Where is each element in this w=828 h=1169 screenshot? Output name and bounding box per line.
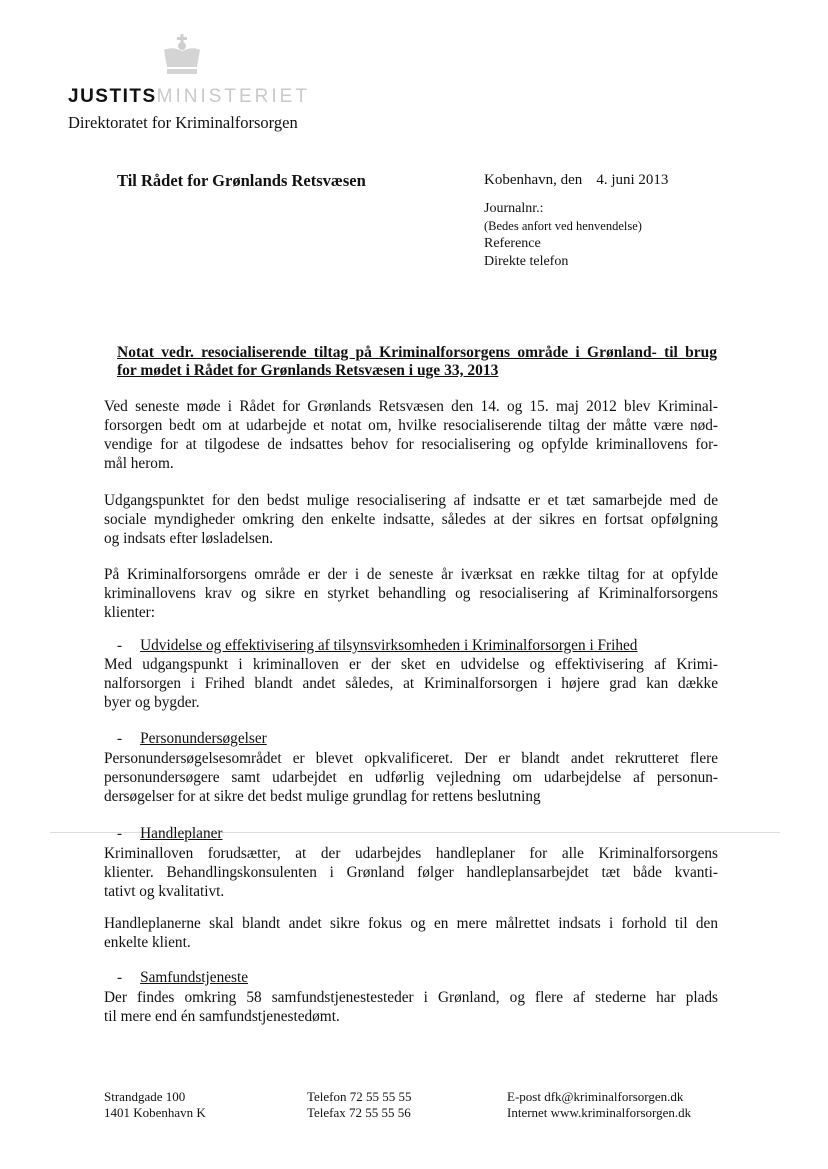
footer-address — [104, 1089, 206, 1121]
heading-text: Udvidelse og effektivisering af tilsynsvirksomheden i Kriminalforsorgen i Frihed — [140, 637, 638, 654]
text-line: klienter: — [104, 604, 155, 621]
address-line: 1401 Kobenhavn K — [104, 1105, 206, 1120]
bullet-body — [104, 655, 718, 712]
date: 4. juni 2013 — [596, 172, 669, 188]
title-line: Notat vedr. resocialiserende tiltag på Kriminalforsorgens område i Grønland- til brug — [117, 344, 717, 361]
date-line — [484, 172, 668, 189]
text-line: til mere end én samfundstjenestedømt. — [104, 1008, 340, 1025]
address-line: Strandgade 100 — [104, 1089, 186, 1104]
phone: Telefon 72 55 55 55 — [307, 1089, 412, 1104]
text-line: tativt og kvalitativt. — [104, 883, 225, 900]
ministry-logo: JUSTITSMINISTERIET — [68, 86, 310, 107]
bullet-body — [104, 988, 718, 1026]
bullet-dash: - — [117, 969, 123, 986]
bullet-heading — [117, 730, 267, 748]
text-line: personundersøgere samt udarbejdet en udførlig vejledning om udarbejdelse af personun- — [104, 769, 718, 786]
text-line: forsorgen bedt om at udarbejde et notat om, hvilke resocialiserende tiltag der måtte være nød- — [104, 417, 718, 434]
paragraph-2 — [104, 491, 718, 548]
bullet-dash: - — [117, 637, 123, 654]
bullet-dash: - — [117, 730, 123, 747]
text-line: vendige for at tilgodese de indsattes behov for resocialisering og opfylde kriminallovens for- — [104, 436, 718, 453]
directorate-name: Direktoratet for Kriminalforsorgen — [68, 113, 298, 132]
journal-label: Journalnr.: — [484, 201, 544, 216]
reference-label: Reference — [484, 236, 541, 251]
email: E-post dfk@kriminalforsorgen.dk — [507, 1089, 684, 1104]
text-line: mål herom. — [104, 455, 174, 472]
footer-contact — [507, 1089, 691, 1121]
heading-text: Samfundstjeneste — [140, 969, 249, 986]
text-line: Kriminalloven forudsætter, at der udarbejdes handleplaner for alle Kriminalforsorgens — [104, 845, 718, 862]
bullet-heading — [117, 825, 223, 843]
text-line: enkelte klient. — [104, 934, 191, 951]
heading-text: Personundersøgelser — [140, 730, 267, 747]
paragraph-1 — [104, 397, 718, 473]
fax: Telefax 72 55 55 56 — [307, 1105, 411, 1120]
footer-phone — [307, 1089, 412, 1121]
heading-text: Handleplaner — [140, 825, 223, 842]
text-line: Handleplanerne skal blandt andet sikre fokus og en mere målrettet indsats i forhold til den — [104, 915, 718, 932]
title-line: for mødet i Rådet for Grønlands Retsvæsen i uge 33, 2013 — [117, 362, 499, 379]
phone-label: Direkte telefon — [484, 253, 569, 269]
website: Internet www.kriminalforsorgen.dk — [507, 1105, 692, 1120]
bullet-heading — [117, 969, 248, 987]
journal-note: (Bedes anfort ved henvendelse) — [484, 218, 642, 233]
text-line: Udgangspunktet for den bedst mulige resocialisering af indsatte er et tæt samarbejde med de — [104, 492, 718, 509]
document-title — [117, 344, 717, 380]
paragraph-3 — [104, 565, 718, 622]
text-line: nalforsorgen i Frihed blandt andet således, at Kriminalforsorgen i højere grad kan dække — [104, 675, 718, 692]
place: Kobenhavn, den — [484, 172, 583, 188]
text-line: Ved seneste møde i Rådet for Grønlands Retsvæsen den 14. og 15. maj 2012 blev Kriminal- — [104, 398, 718, 415]
text-line: På Kriminalforsorgens område er der i de seneste år iværksat en række tiltag for at opfylde — [104, 566, 718, 583]
text-line: byer og bygder. — [104, 694, 200, 711]
bullet-body — [104, 749, 718, 806]
text-line: Personundersøgelsesområdet er blevet opkvalificeret. Der er blandt andet rekrutteret flere — [104, 750, 718, 767]
text-line: Med udgangspunkt i kriminalloven er der sket en udvidelse og effektivisering af Krimi- — [104, 656, 718, 673]
crown-logo-icon — [160, 34, 204, 78]
text-line: dersøgelser for at sikre det bedst mulige grundlag for rettens beslutning — [104, 788, 541, 805]
text-line: klienter. Behandlingskonsulenten i Grønland følger handleplansarbejdet tæt både kvanti- — [104, 864, 718, 881]
bullet-heading — [117, 637, 637, 655]
recipient: Til Rådet for Grønlands Retsvæsen — [117, 171, 366, 190]
text-line: kriminallovens krav og sikre en styrket behandling og resocialisering af Kriminalforsorgens — [104, 585, 718, 602]
text-line: sociale myndigheder omkring den enkelte indsatte, således at der sikres en fortsat opfølgning — [104, 511, 718, 528]
bullet-body — [104, 844, 718, 901]
bullet-dash: - — [117, 825, 123, 842]
reference-block — [484, 200, 642, 270]
text-line: og indsats efter løsladelsen. — [104, 530, 274, 547]
bullet-extra — [104, 914, 718, 952]
text-line: Der findes omkring 58 samfundstjenestesteder i Grønland, og flere af stederne har plads — [104, 989, 718, 1006]
